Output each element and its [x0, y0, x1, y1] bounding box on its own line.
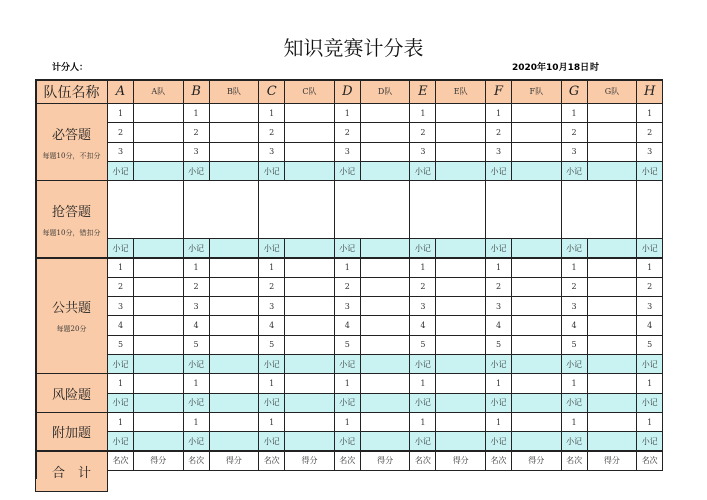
- subtotal-label: 小记: [107, 354, 134, 374]
- score-input-cell[interactable]: [133, 277, 184, 297]
- score-input-cell[interactable]: [587, 412, 638, 432]
- team-name: G队: [587, 79, 638, 104]
- score-input-cell[interactable]: [284, 412, 335, 432]
- question-number: 1: [107, 412, 134, 432]
- subtotal-label: 小记: [258, 161, 285, 181]
- score-input-cell[interactable]: [435, 315, 486, 335]
- question-number: 1: [334, 103, 361, 123]
- score-input-cell[interactable]: [360, 142, 411, 162]
- question-number: 2: [334, 122, 361, 142]
- team-letter: E: [409, 79, 436, 104]
- rank-label: 名次: [561, 451, 588, 471]
- subtotal-input-cell[interactable]: [284, 354, 335, 374]
- question-number: 5: [561, 335, 588, 355]
- subtotal-input-cell[interactable]: [209, 393, 260, 413]
- score-input-cell[interactable]: [284, 258, 335, 278]
- question-number: 3: [334, 296, 361, 316]
- score-input-cell[interactable]: [258, 180, 335, 239]
- subtotal-input-cell[interactable]: [511, 393, 562, 413]
- subtotal-label: 小记: [334, 393, 361, 413]
- team-letter: C: [258, 79, 285, 104]
- section-label-4: [35, 373, 108, 413]
- question-number: 4: [183, 315, 210, 335]
- question-number: 3: [409, 296, 436, 316]
- subtotal-input-cell[interactable]: [360, 393, 411, 413]
- question-number: 1: [334, 258, 361, 278]
- question-number: 1: [334, 412, 361, 432]
- question-number: 4: [485, 315, 512, 335]
- rank-label: 名次: [107, 451, 134, 471]
- subtotal-label: 小记: [561, 354, 588, 374]
- score-input-cell[interactable]: [435, 258, 486, 278]
- subtotal-input-cell[interactable]: [511, 354, 562, 374]
- score-input-cell[interactable]: [511, 103, 562, 123]
- question-number: 4: [561, 315, 588, 335]
- question-number: 5: [409, 335, 436, 355]
- score-input-cell[interactable]: [107, 180, 184, 239]
- subtotal-input-cell[interactable]: [435, 431, 486, 451]
- subtotal-label: 小记: [183, 431, 210, 451]
- score-input-cell[interactable]: [511, 122, 562, 142]
- score-input-cell[interactable]: [209, 258, 260, 278]
- score-label: 得分: [209, 451, 260, 471]
- question-number: 3: [107, 296, 134, 316]
- question-number: 3: [334, 142, 361, 162]
- question-number: 5: [107, 335, 134, 355]
- question-number: 5: [636, 335, 663, 355]
- question-number: 2: [561, 277, 588, 297]
- subtotal-label: 小记: [485, 238, 512, 258]
- section-label-3: [35, 258, 108, 375]
- subtotal-label: 小记: [561, 393, 588, 413]
- score-input-cell[interactable]: [511, 258, 562, 278]
- question-number: 3: [485, 142, 512, 162]
- subtotal-label: 小记: [107, 431, 134, 451]
- score-input-cell[interactable]: [209, 373, 260, 393]
- question-number: 1: [636, 103, 663, 123]
- question-number: 1: [409, 412, 436, 432]
- question-number: 4: [409, 315, 436, 335]
- question-number: 1: [183, 373, 210, 393]
- score-input-cell[interactable]: [435, 122, 486, 142]
- subtotal-label: 小记: [409, 393, 436, 413]
- question-number: 2: [485, 122, 512, 142]
- subtotal-input-cell[interactable]: [133, 161, 184, 181]
- question-number: 1: [258, 258, 285, 278]
- question-number: 1: [636, 412, 663, 432]
- score-input-cell[interactable]: [485, 180, 562, 239]
- question-number: 1: [485, 412, 512, 432]
- question-number: 1: [485, 258, 512, 278]
- score-input-cell[interactable]: [435, 412, 486, 432]
- subtotal-input-cell[interactable]: [511, 161, 562, 181]
- question-number: 1: [409, 373, 436, 393]
- score-input-cell[interactable]: [435, 277, 486, 297]
- subtotal-label: 小记: [258, 354, 285, 374]
- team-letter: B: [183, 79, 210, 104]
- team-name: C队: [284, 79, 335, 104]
- score-input-cell[interactable]: [587, 122, 638, 142]
- section-name: 必答题: [51, 127, 91, 143]
- question-number: 4: [258, 315, 285, 335]
- question-number: 1: [258, 373, 285, 393]
- score-input-cell[interactable]: [435, 373, 486, 393]
- score-input-cell[interactable]: [334, 180, 411, 239]
- score-input-cell[interactable]: [511, 296, 562, 316]
- question-number: 3: [183, 296, 210, 316]
- question-number: 3: [561, 296, 588, 316]
- subtotal-label: 小记: [636, 354, 663, 374]
- subtotal-input-cell[interactable]: [360, 431, 411, 451]
- score-input-cell[interactable]: [284, 277, 335, 297]
- subtotal-label: 小记: [107, 238, 134, 258]
- total-label: [35, 451, 108, 492]
- score-input-cell[interactable]: [587, 277, 638, 297]
- score-input-cell[interactable]: [511, 142, 562, 162]
- subtotal-label: 小记: [107, 161, 134, 181]
- team-name: A队: [133, 79, 184, 104]
- subtotal-input-cell[interactable]: [587, 238, 638, 258]
- table-left-border: [35, 79, 37, 479]
- section-label-1: [35, 103, 108, 181]
- score-input-cell[interactable]: [636, 180, 663, 239]
- score-input-cell[interactable]: [587, 103, 638, 123]
- question-number: 1: [409, 258, 436, 278]
- question-number: 4: [107, 315, 134, 335]
- question-number: 2: [183, 277, 210, 297]
- rank-label: 名次: [258, 451, 285, 471]
- score-input-cell[interactable]: [561, 180, 638, 239]
- score-input-cell[interactable]: [133, 103, 184, 123]
- question-number: 1: [334, 373, 361, 393]
- score-input-cell[interactable]: [209, 103, 260, 123]
- score-input-cell[interactable]: [209, 315, 260, 335]
- subtotal-label: 小记: [183, 354, 210, 374]
- subtotal-label: 小记: [636, 161, 663, 181]
- subtotal-input-cell[interactable]: [435, 161, 486, 181]
- subtotal-label: 小记: [258, 238, 285, 258]
- subtotal-input-cell[interactable]: [360, 161, 411, 181]
- score-input-cell[interactable]: [360, 373, 411, 393]
- score-input-cell[interactable]: [587, 315, 638, 335]
- subtotal-input-cell[interactable]: [209, 431, 260, 451]
- rank-label: 名次: [485, 451, 512, 471]
- score-input-cell[interactable]: [360, 258, 411, 278]
- score-input-cell[interactable]: [133, 315, 184, 335]
- score-input-cell[interactable]: [133, 258, 184, 278]
- subtotal-label: 小记: [334, 431, 361, 451]
- subtotal-input-cell[interactable]: [284, 393, 335, 413]
- subtotal-input-cell[interactable]: [435, 238, 486, 258]
- question-number: 5: [334, 335, 361, 355]
- score-input-cell[interactable]: [587, 335, 638, 355]
- subtotal-input-cell[interactable]: [284, 238, 335, 258]
- question-number: 1: [183, 103, 210, 123]
- question-number: 2: [409, 122, 436, 142]
- question-number: 3: [258, 296, 285, 316]
- subtotal-label: 小记: [409, 238, 436, 258]
- question-number: 4: [636, 315, 663, 335]
- score-input-cell[interactable]: [435, 335, 486, 355]
- question-number: 1: [561, 373, 588, 393]
- score-input-cell[interactable]: [511, 412, 562, 432]
- question-number: 1: [561, 412, 588, 432]
- section-label-5: [35, 412, 108, 452]
- score-input-cell[interactable]: [360, 103, 411, 123]
- subtotal-label: 小记: [561, 431, 588, 451]
- page-title: 知识竞赛计分表: [283, 36, 424, 60]
- score-input-cell[interactable]: [284, 373, 335, 393]
- question-number: 1: [485, 103, 512, 123]
- question-number: 3: [258, 142, 285, 162]
- score-input-cell[interactable]: [209, 335, 260, 355]
- score-input-cell[interactable]: [435, 296, 486, 316]
- question-number: 3: [183, 142, 210, 162]
- section-note: 每题20分: [56, 325, 87, 334]
- subtotal-label: 小记: [409, 354, 436, 374]
- subtotal-input-cell[interactable]: [133, 238, 184, 258]
- score-input-cell[interactable]: [209, 412, 260, 432]
- question-number: 1: [409, 103, 436, 123]
- team-name: D队: [360, 79, 411, 104]
- team-letter: A: [107, 79, 134, 104]
- subtotal-input-cell[interactable]: [435, 354, 486, 374]
- section-name: 公共题: [51, 301, 91, 317]
- question-number: 1: [561, 258, 588, 278]
- subtotal-input-cell[interactable]: [511, 238, 562, 258]
- scorer-label: 计分人：: [52, 63, 89, 73]
- question-number: 1: [485, 373, 512, 393]
- question-number: 3: [636, 296, 663, 316]
- question-number: 4: [334, 315, 361, 335]
- question-number: 1: [258, 412, 285, 432]
- rank-label: 名次: [409, 451, 436, 471]
- question-number: 2: [636, 122, 663, 142]
- section-note: 每题10分，错扣分: [42, 228, 101, 237]
- subtotal-input-cell[interactable]: [435, 393, 486, 413]
- question-number: 3: [485, 296, 512, 316]
- subtotal-label: 小记: [409, 431, 436, 451]
- subtotal-label: 小记: [636, 431, 663, 451]
- score-input-cell[interactable]: [133, 296, 184, 316]
- subtotal-label: 小记: [183, 238, 210, 258]
- team-letter: G: [561, 79, 588, 104]
- question-number: 5: [183, 335, 210, 355]
- score-input-cell[interactable]: [360, 277, 411, 297]
- question-number: 1: [107, 103, 134, 123]
- question-number: 3: [561, 142, 588, 162]
- score-input-cell[interactable]: [511, 315, 562, 335]
- score-input-cell[interactable]: [183, 180, 260, 239]
- score-input-cell[interactable]: [360, 122, 411, 142]
- table-top-border: [35, 79, 663, 81]
- score-input-cell[interactable]: [284, 142, 335, 162]
- score-input-cell[interactable]: [209, 122, 260, 142]
- score-input-cell[interactable]: [435, 103, 486, 123]
- subtotal-input-cell[interactable]: [587, 161, 638, 181]
- question-number: 2: [183, 122, 210, 142]
- section-note: 每题10分，不扣分: [42, 151, 101, 160]
- question-number: 1: [107, 258, 134, 278]
- score-input-cell[interactable]: [409, 180, 486, 239]
- section-name: 风险题: [51, 387, 91, 403]
- section-name: 抢答题: [51, 204, 91, 220]
- question-number: 2: [258, 277, 285, 297]
- team-name: F队: [511, 79, 562, 104]
- score-input-cell[interactable]: [133, 335, 184, 355]
- score-input-cell[interactable]: [133, 122, 184, 142]
- subtotal-label: 小记: [334, 354, 361, 374]
- question-number: 2: [107, 122, 134, 142]
- question-number: 2: [107, 277, 134, 297]
- score-label: 得分: [360, 451, 411, 471]
- subtotal-input-cell[interactable]: [133, 431, 184, 451]
- question-number: 2: [561, 122, 588, 142]
- score-input-cell[interactable]: [133, 373, 184, 393]
- subtotal-input-cell[interactable]: [511, 431, 562, 451]
- subtotal-label: 小记: [636, 393, 663, 413]
- question-number: 3: [107, 142, 134, 162]
- subtotal-input-cell[interactable]: [209, 354, 260, 374]
- score-label: 得分: [587, 451, 638, 471]
- score-input-cell[interactable]: [587, 142, 638, 162]
- score-label: 得分: [511, 451, 562, 471]
- question-number: 1: [107, 373, 134, 393]
- question-number: 3: [636, 142, 663, 162]
- question-number: 1: [636, 373, 663, 393]
- score-input-cell[interactable]: [209, 277, 260, 297]
- question-number: 1: [561, 103, 588, 123]
- team-letter: D: [334, 79, 361, 104]
- question-number: 2: [485, 277, 512, 297]
- team-letter: F: [485, 79, 512, 104]
- subtotal-input-cell[interactable]: [133, 393, 184, 413]
- question-number: 5: [485, 335, 512, 355]
- score-input-cell[interactable]: [360, 335, 411, 355]
- subtotal-input-cell[interactable]: [209, 161, 260, 181]
- score-input-cell[interactable]: [360, 296, 411, 316]
- team-letter: H: [636, 79, 663, 104]
- score-input-cell[interactable]: [587, 258, 638, 278]
- score-input-cell[interactable]: [435, 142, 486, 162]
- score-label: 得分: [284, 451, 335, 471]
- subtotal-input-cell[interactable]: [587, 393, 638, 413]
- header-label: 队伍名称: [35, 79, 108, 104]
- score-label: 得分: [435, 451, 486, 471]
- question-number: 2: [258, 122, 285, 142]
- team-name: E队: [435, 79, 486, 104]
- rank-label: 名次: [334, 451, 361, 471]
- subtotal-label: 小记: [183, 161, 210, 181]
- subtotal-input-cell[interactable]: [360, 238, 411, 258]
- score-input-cell[interactable]: [511, 277, 562, 297]
- team-name: B队: [209, 79, 260, 104]
- subtotal-label: 小记: [183, 393, 210, 413]
- question-number: 2: [636, 277, 663, 297]
- question-number: 1: [636, 258, 663, 278]
- question-number: 2: [334, 277, 361, 297]
- score-input-cell[interactable]: [133, 142, 184, 162]
- date-text: 2020年10月18日: [512, 63, 590, 73]
- subtotal-label: 小记: [561, 161, 588, 181]
- subtotal-label: 小记: [334, 238, 361, 258]
- section-label-2: [35, 180, 108, 258]
- section-name: 附加题: [51, 426, 91, 442]
- subtotal-label: 小记: [561, 238, 588, 258]
- score-label: 得分: [133, 451, 184, 471]
- total-name: 合 计: [51, 465, 91, 481]
- subtotal-label: 小记: [334, 161, 361, 181]
- subtotal-input-cell[interactable]: [284, 161, 335, 181]
- score-input-cell[interactable]: [284, 296, 335, 316]
- score-input-cell[interactable]: [360, 412, 411, 432]
- score-input-cell[interactable]: [587, 373, 638, 393]
- subtotal-label: 小记: [485, 431, 512, 451]
- subtotal-label: 小记: [107, 393, 134, 413]
- question-number: 1: [183, 412, 210, 432]
- score-input-cell[interactable]: [511, 373, 562, 393]
- score-input-cell[interactable]: [284, 335, 335, 355]
- score-input-cell[interactable]: [511, 335, 562, 355]
- score-input-cell[interactable]: [284, 122, 335, 142]
- score-input-cell[interactable]: [360, 315, 411, 335]
- score-input-cell[interactable]: [284, 315, 335, 335]
- subtotal-label: 小记: [485, 354, 512, 374]
- subtotal-label: 小记: [636, 238, 663, 258]
- subtotal-input-cell[interactable]: [360, 354, 411, 374]
- rank-label: 名次: [636, 451, 663, 471]
- subtotal-label: 小记: [409, 161, 436, 181]
- question-number: 3: [409, 142, 436, 162]
- rank-label: 名次: [183, 451, 210, 471]
- score-input-cell[interactable]: [209, 142, 260, 162]
- subtotal-input-cell[interactable]: [587, 354, 638, 374]
- score-input-cell[interactable]: [587, 296, 638, 316]
- subtotal-label: 小记: [485, 161, 512, 181]
- subtotal-input-cell[interactable]: [133, 354, 184, 374]
- subtotal-label: 小记: [258, 431, 285, 451]
- question-number: 5: [258, 335, 285, 355]
- subtotal-label: 小记: [258, 393, 285, 413]
- score-input-cell[interactable]: [133, 412, 184, 432]
- score-input-cell[interactable]: [209, 296, 260, 316]
- subtotal-input-cell[interactable]: [209, 238, 260, 258]
- question-number: 2: [409, 277, 436, 297]
- score-input-cell[interactable]: [284, 103, 335, 123]
- subtotal-input-cell[interactable]: [587, 431, 638, 451]
- time-label: 时: [590, 63, 600, 73]
- question-number: 1: [258, 103, 285, 123]
- subtotal-label: 小记: [485, 393, 512, 413]
- question-number: 1: [183, 258, 210, 278]
- subtotal-input-cell[interactable]: [284, 431, 335, 451]
